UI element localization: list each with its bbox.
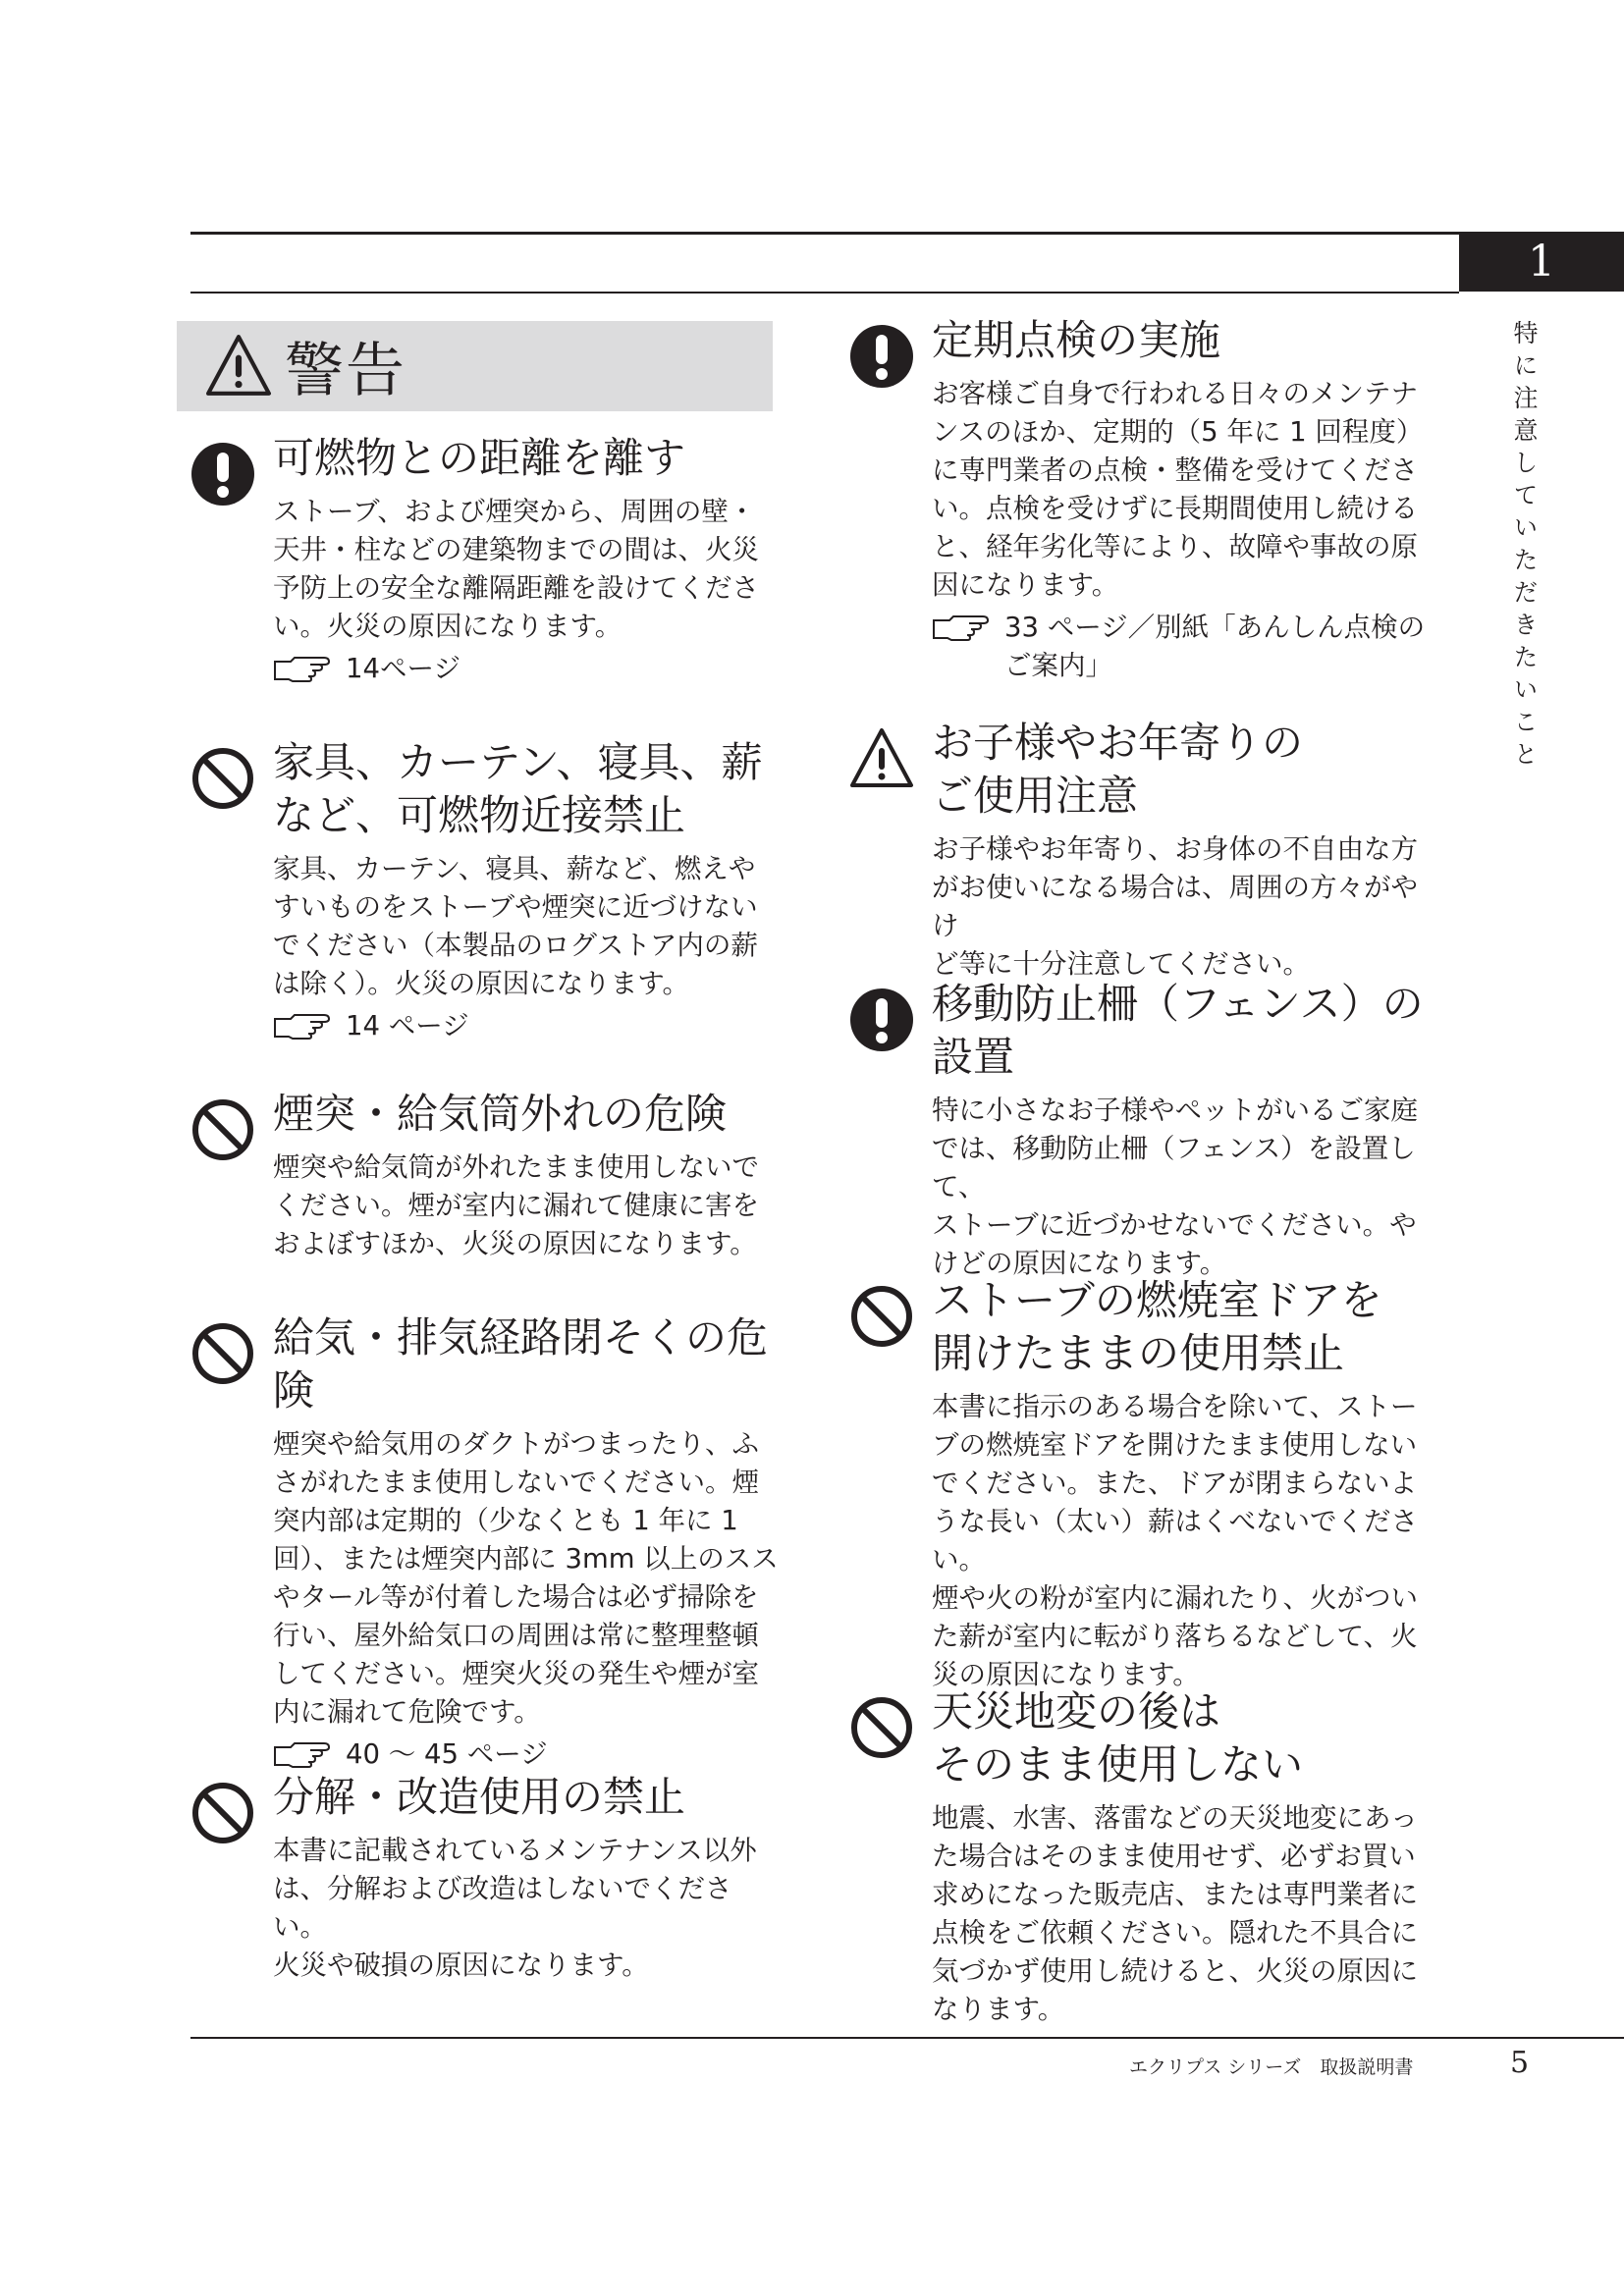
prohibition-icon [190, 1321, 255, 1386]
page-reference [273, 650, 780, 688]
footer-rule [190, 2037, 1624, 2039]
prohibition-icon [190, 1781, 255, 1845]
page-reference-text: 40 ～ 45 ページ [346, 1738, 548, 1770]
pointing-hand-icon [273, 1739, 332, 1769]
warning-banner [177, 321, 773, 411]
warning-item-body: 煙突や給気筒が外れたまま使用しないで ください。煙が室内に漏れて健康に害を およぼすほか、火災の原因になります。 [273, 1151, 759, 1259]
footer-manual-title: エクリプス シリーズ 取扱説明書 [1129, 2056, 1414, 2078]
warning-item [190, 1311, 780, 1774]
warning-item-body: お客様ご自身で行われる日々のメンテナ ンスのほか、定期的（5 年に 1 回程度） に専門業者の点検・整備を受けてくださ い。点検を受けずに長期間使用し続ける と、経年劣化等により、故障や事故の原 因になります。 [932, 378, 1424, 601]
warning-item-title: 煙突・給気筒外れの危険 [273, 1090, 728, 1138]
warning-item [190, 432, 780, 688]
prohibition-icon [849, 1695, 914, 1760]
warning-item [849, 978, 1438, 1283]
warning-item-body: 本書に記載されているメンテナンス以外 は、分解および改造はしないでください。 火災や破損の原因になります。 [273, 1835, 757, 1981]
prohibition-icon [190, 1097, 255, 1162]
page-reference-text: 14 ページ [346, 1010, 469, 1041]
warning-item-body: 家具、カーテン、寝具、薪など、燃えや すいものをストーブや煙突に近づけない でください（本製品のログストア内の薪 は除く）。火災の原因になります。 [273, 853, 758, 999]
page-reference [932, 609, 1438, 685]
warning-triangle-icon [202, 333, 275, 400]
page-number: 5 [1510, 2046, 1530, 2080]
warning-item-title: ストーブの燃焼室ドアを 開けたままの使用禁止 [932, 1276, 1382, 1377]
page-reference-text: 14ページ [346, 653, 460, 684]
warning-item-body: 煙突や給気用のダクトがつまったり、ふ さがれたまま使用しないでください。煙 突内部は定期的（少なくとも 1 年に 1 回）、または煙突内部に 3mm 以上のスス やタール等が付着した場合は必ず掃除を 行い、屋外給気口の周囲は常に整理整頓 してください。煙突火災の発生や煙が室 内に漏れて危険です。 [273, 1428, 779, 1728]
warning-item-body: 地震、水害、落雷などの天災地変にあっ た場合はそのまま使用せず、必ずお買い 求めになった販売店、または専門業者に 点検をご依頼ください。隠れた不具合に 気づかず使用し続けると、火災の原因に なります。 [932, 1802, 1418, 2025]
warning-item-body: お子様やお年寄り、お身体の不自由な方 がお使いになる場合は、周囲の方々がやけ ど等に十分注意してください。 [932, 833, 1418, 980]
header-underline [190, 292, 1459, 294]
warning-item-title: 家具、カーテン、寝具、薪 など、可燃物近接禁止 [273, 738, 763, 839]
page-reference [273, 1007, 780, 1045]
chapter-number-tab: 1 [1459, 232, 1624, 292]
warning-item [190, 1088, 780, 1263]
warning-item-title: 可燃物との距離を離す [273, 434, 686, 482]
pointing-hand-icon [932, 613, 991, 642]
warning-item-title: 移動防止柵（フェンス）の 設置 [932, 980, 1424, 1081]
page-reference [273, 1735, 780, 1774]
chapter-side-label: 特に注意していただきたいこと [1510, 320, 1539, 774]
mandatory-exclamation-icon [190, 442, 255, 507]
warning-item-title: 給気・排気経路閉そくの危険 [273, 1313, 769, 1415]
warning-item-title: 定期点検の実施 [932, 316, 1221, 364]
pointing-hand-icon [273, 654, 332, 683]
warning-item [849, 1274, 1438, 1694]
warning-item-title: お子様やお年寄りの ご使用注意 [932, 719, 1304, 820]
mandatory-exclamation-icon [849, 988, 914, 1052]
warning-item [190, 1771, 780, 1985]
caution-triangle-icon [849, 726, 914, 791]
warning-item [849, 314, 1438, 685]
warning-item [849, 717, 1438, 984]
warning-item-body: 本書に指示のある場合を除いて、ストー ブの燃焼室ドアを開けたまま使用しない でください。また、ドアが閉まらないよ うな長い（太い）薪はくべないでください。 煙や火の粉が室内に漏れたり、火がつい た薪が室内に転がり落ちるなどして、火 災の原因になります。 [932, 1391, 1418, 1690]
prohibition-icon [849, 1284, 914, 1349]
warning-banner-title: 警告 [285, 337, 406, 405]
warning-item-body: 特に小さなお子様やペットがいるご家庭 では、移動防止柵（フェンス）を設置して、 ストーブに近づかせないでください。や けどの原因になります。 [932, 1095, 1418, 1279]
warning-item [849, 1685, 1438, 2029]
warning-item-body: ストーブ、および煙突から、周囲の壁・ 天井・柱などの建築物までの間は、火災 予防上の安全な離隔距離を設けてくださ い。火災の原因になります。 [273, 496, 759, 642]
warning-item-title: 分解・改造使用の禁止 [273, 1773, 686, 1821]
warning-item-title: 天災地変の後は そのまま使用しない [932, 1687, 1304, 1789]
page-reference-text: 33 ページ／別紙「あんしん点検の ご案内」 [1004, 612, 1426, 681]
prohibition-icon [190, 746, 255, 811]
warning-item [190, 736, 780, 1045]
pointing-hand-icon [273, 1011, 332, 1041]
top-rule [190, 232, 1624, 235]
mandatory-exclamation-icon [849, 324, 914, 389]
